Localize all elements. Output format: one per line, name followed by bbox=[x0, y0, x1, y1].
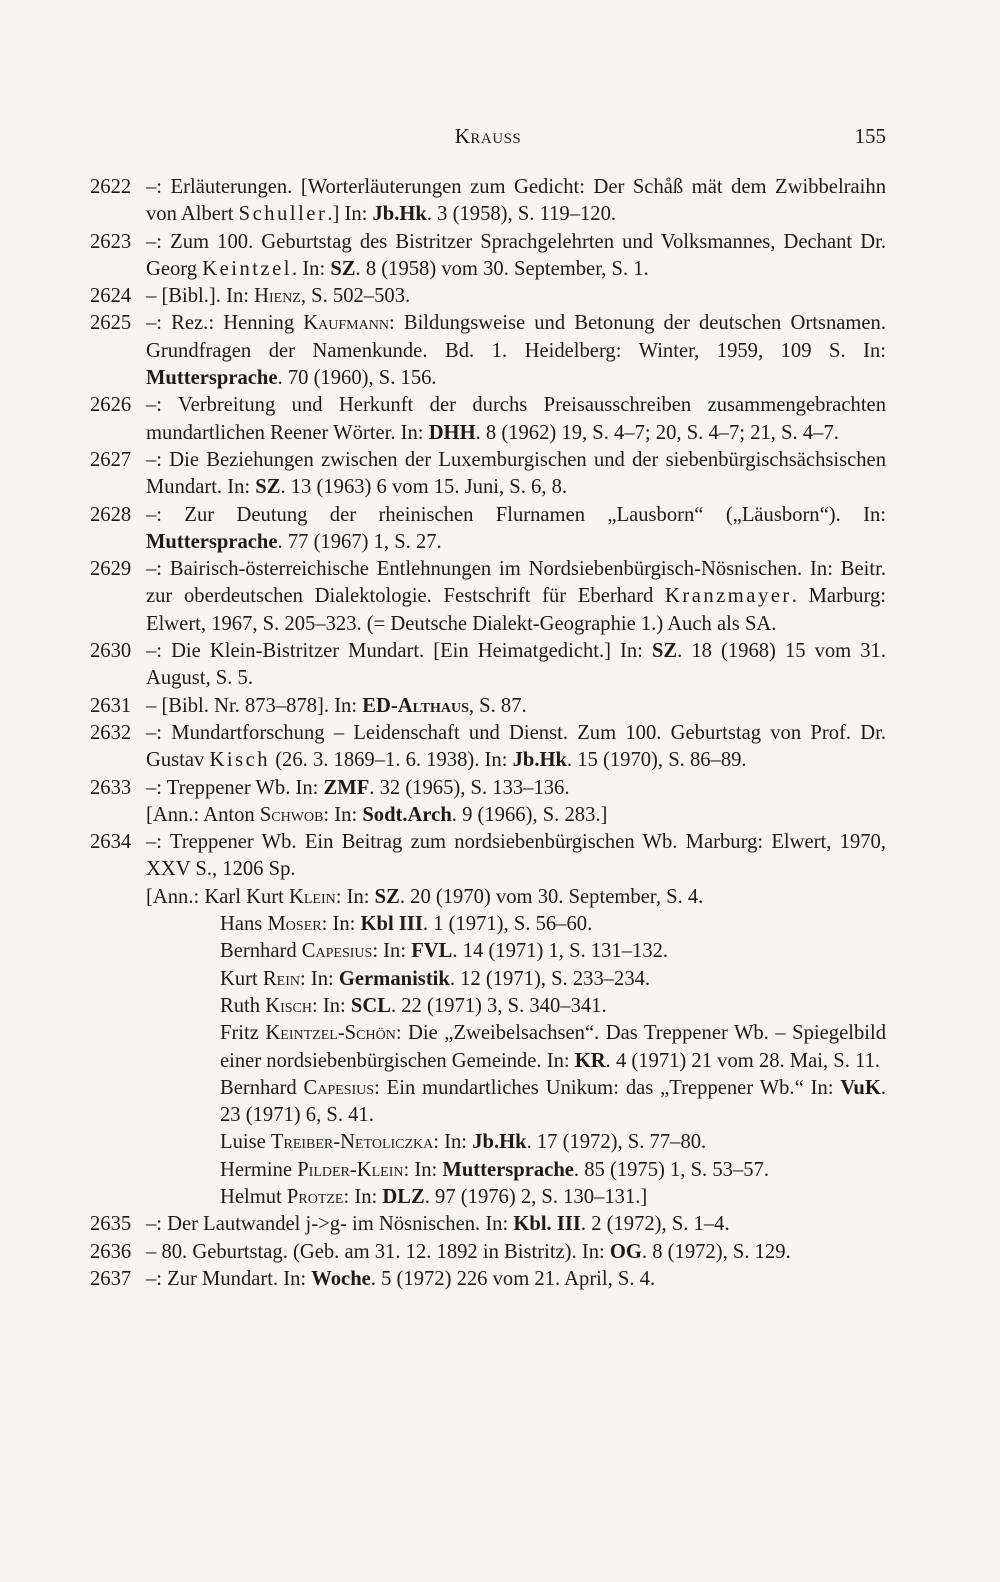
entry-text: [Ann.: Karl Kurt bbox=[146, 885, 289, 908]
author-name: Capesius bbox=[303, 1076, 375, 1099]
journal-abbrev: Woche bbox=[311, 1267, 371, 1290]
journal-abbrev: DHH bbox=[428, 421, 476, 444]
entry-text: Hans bbox=[220, 913, 268, 936]
entry-text: . 1 (1971), S. 56–60. bbox=[422, 913, 593, 936]
journal-abbrev: SZ bbox=[651, 640, 678, 663]
entry-text: – [Bibl.]. In: bbox=[146, 285, 255, 308]
entry-text: – 80. Geburtstag. (Geb. am 31. 12. 1892 in Bistritz). In: bbox=[146, 1240, 610, 1263]
entry-text: Luise bbox=[220, 1131, 271, 1154]
author-name: Klein bbox=[288, 885, 336, 908]
entry-text: . 15 (1970), S. 86–89. bbox=[566, 749, 747, 772]
entry-text: , S. 87. bbox=[468, 694, 527, 717]
review-list bbox=[146, 911, 886, 1211]
entry-text: Helmut bbox=[220, 1185, 287, 1208]
entry-number: 2622 bbox=[90, 176, 132, 198]
entry-text: : In: bbox=[343, 1185, 383, 1208]
journal-abbrev: Muttersprache bbox=[442, 1158, 574, 1181]
entry-text: –: Zur Mundart. In: bbox=[146, 1267, 312, 1290]
entry-2625 bbox=[90, 310, 886, 392]
entry-text: . 8 (1958) vom 30. September, S. 1. bbox=[355, 257, 649, 280]
page-header bbox=[90, 124, 886, 154]
journal-abbrev: OG bbox=[609, 1240, 642, 1263]
author-name: Pilder-Klein bbox=[297, 1158, 404, 1181]
bibliography-list bbox=[90, 174, 886, 1293]
entry-text: . 14 (1971) 1, S. 131–132. bbox=[452, 940, 669, 963]
journal-abbrev: Jb.Hk bbox=[372, 203, 427, 226]
journal-abbrev: Muttersprache bbox=[146, 530, 278, 553]
entry-text: Hermine bbox=[220, 1158, 298, 1181]
entry-number: 2625 bbox=[90, 312, 132, 335]
entry-text: Bernhard bbox=[220, 940, 302, 963]
entry-text: –: Zum 100. Geburtstag des Bistritzer Sprachgelehrten und Volksmannes, Dechant Dr. Georg bbox=[146, 230, 886, 280]
entry-2623 bbox=[90, 229, 886, 284]
journal-abbrev: Muttersprache bbox=[146, 367, 278, 390]
entry-text: . 13 (1963) 6 vom 15. Juni, S. 6, 8. bbox=[280, 476, 568, 499]
entry-text: Ruth bbox=[220, 994, 266, 1017]
author-name: Rein bbox=[262, 967, 300, 990]
journal-abbrev: ED-Althaus bbox=[362, 694, 469, 717]
entry-2626 bbox=[90, 392, 886, 447]
entry-text: Kurt bbox=[220, 967, 263, 990]
entry-text: . 3 (1958), S. 119–120. bbox=[426, 203, 617, 226]
journal-abbrev: KR bbox=[574, 1049, 606, 1072]
author-name: Kisch bbox=[265, 994, 312, 1017]
entry-text: –: Verbreitung und Herkunft der durchs Preisausschreiben zusammengebrachten mundartlichen Reener Wörter. In: bbox=[146, 394, 886, 444]
author-name: Moser bbox=[267, 913, 322, 936]
person-name: Kranzmayer bbox=[664, 585, 792, 608]
review-item bbox=[220, 938, 886, 965]
entry-text: . 8 (1962) 19, S. 4–7; 20, S. 4–7; 21, S. 4–7. bbox=[475, 421, 839, 444]
entry-text: . 97 (1976) 2, S. 130–131.] bbox=[424, 1185, 648, 1208]
entry-text: –: Erläuterungen. [Worterläuterungen zum Gedicht: Der Schåß mät dem Zwibbelraihn von Albert bbox=[146, 176, 886, 226]
entry-text: . 23 (1971) 6, S. 41. bbox=[220, 1076, 886, 1127]
journal-abbrev: Sodt.Arch bbox=[362, 803, 452, 826]
journal-abbrev: SZ bbox=[330, 257, 356, 280]
entry-text: . Marburg: Elwert, 1967, S. 205–323. (= Deutsche Dialekt-Geographie 1.) Auch als SA. bbox=[146, 585, 886, 635]
journal-abbrev: Jb.Hk bbox=[512, 749, 567, 772]
entry-text: –: Der Lautwandel j->g- im Nösnischen. In: bbox=[146, 1213, 514, 1236]
entry-text: . 8 (1972), S. 129. bbox=[641, 1240, 791, 1263]
author-name: Hienz bbox=[254, 285, 301, 308]
review-item bbox=[220, 1075, 886, 1130]
review-item bbox=[220, 1184, 886, 1211]
author-name: Schwob bbox=[259, 803, 324, 826]
entry-text: : In: bbox=[403, 1158, 443, 1181]
entry-text: : In: bbox=[335, 885, 375, 908]
entry-2630 bbox=[90, 638, 886, 693]
journal-abbrev: Jb.Hk bbox=[472, 1131, 527, 1154]
entry-text: : In: bbox=[321, 913, 361, 936]
entry-text: Fritz bbox=[220, 1022, 266, 1045]
review-item bbox=[220, 1020, 886, 1075]
entry-number: 2623 bbox=[90, 230, 132, 253]
entry-2631 bbox=[90, 693, 886, 720]
entry-text: . 20 (1970) vom 30. September, S. 4. bbox=[399, 885, 704, 908]
journal-abbrev: SZ bbox=[255, 476, 281, 499]
entry-number: 2627 bbox=[90, 448, 132, 471]
review-item bbox=[220, 966, 886, 993]
entry-number: 2631 bbox=[90, 694, 132, 717]
annotation bbox=[146, 802, 886, 829]
author-name: Kaufmann bbox=[303, 312, 389, 335]
entry-text: . 22 (1971) 3, S. 340–341. bbox=[390, 994, 607, 1017]
entry-text: .] In: bbox=[327, 203, 373, 226]
author-name: Keintzel-Schön bbox=[265, 1022, 396, 1045]
entry-2629 bbox=[90, 556, 886, 638]
entry-2634 bbox=[90, 829, 886, 1211]
entry-number: 2624 bbox=[90, 285, 132, 308]
journal-abbrev: DLZ bbox=[382, 1185, 425, 1208]
entry-text: –: Treppener Wb. In: bbox=[146, 776, 324, 799]
entry-text: – [Bibl. Nr. 873–878]. In: bbox=[146, 694, 363, 717]
entry-text: . 77 (1967) 1, S. 27. bbox=[277, 530, 442, 553]
entry-text: . 12 (1971), S. 233–234. bbox=[449, 967, 651, 990]
entry-text: Bernhard bbox=[220, 1076, 304, 1099]
author-name: Protze bbox=[286, 1185, 344, 1208]
entry-number: 2628 bbox=[90, 503, 132, 526]
entry-2637 bbox=[90, 1266, 886, 1293]
entry-text: . 85 (1975) 1, S. 53–57. bbox=[573, 1158, 769, 1181]
review-item bbox=[220, 1129, 886, 1156]
entry-2635 bbox=[90, 1211, 886, 1238]
entry-text: –: Bairisch-österreichische Entlehnungen im Nordsiebenbürgisch-Nösnischen. In: Beitr. zur oberdeutschen Dialektologie. Festschrift für Eberhard bbox=[146, 558, 886, 608]
journal-abbrev: Kbl III bbox=[360, 913, 423, 936]
journal-abbrev: SCL bbox=[350, 994, 391, 1017]
annotation bbox=[146, 884, 886, 911]
entry-text: . 9 (1966), S. 283.] bbox=[451, 803, 608, 826]
entry-number: 2636 bbox=[90, 1240, 132, 1263]
entry-text: –: Mundartforschung – Leidenschaft und Dienst. Zum 100. Geburtstag von Prof. Dr. Gustav bbox=[146, 721, 886, 772]
journal-abbrev: ZMF bbox=[323, 776, 370, 799]
entry-text: –: Treppener Wb. Ein Beitrag zum nordsiebenbürgischen Wb. Marburg: Elwert, 1970, XXV S., 1206 Sp. bbox=[146, 831, 886, 881]
entry-text: . 18 (1968) 15 vom 31. August, S. 5. bbox=[146, 640, 886, 690]
entry-number: 2633 bbox=[90, 776, 132, 799]
review-item bbox=[220, 1157, 886, 1184]
journal-abbrev: FVL bbox=[411, 940, 453, 963]
entry-2624 bbox=[90, 283, 886, 310]
entry-2633 bbox=[90, 775, 886, 830]
review-item bbox=[220, 911, 886, 938]
entry-2627 bbox=[90, 447, 886, 502]
running-title: Krauss bbox=[454, 124, 522, 148]
entry-text: (26. 3. 1869–1. 6. 1938). In: bbox=[270, 749, 513, 772]
entry-number: 2635 bbox=[90, 1213, 132, 1236]
entry-text: . In: bbox=[292, 257, 331, 280]
entry-text: –: Die Beziehungen zwischen der Luxemburgischen und der siebenbürgischsächsischen Mundart. In: bbox=[146, 448, 886, 499]
entry-text: , S. 502–503. bbox=[300, 285, 411, 308]
entry-text: . 4 (1971) 21 vom 28. Mai, S. 11. bbox=[605, 1049, 881, 1072]
author-name: Capesius bbox=[301, 940, 373, 963]
entry-text: . 32 (1965), S. 133–136. bbox=[369, 776, 570, 799]
journal-abbrev: Kbl. III bbox=[513, 1213, 581, 1236]
entry-2628 bbox=[90, 502, 886, 557]
entry-text: : In: bbox=[433, 1131, 473, 1154]
entry-text: : In: bbox=[299, 967, 339, 990]
entry-text: [Ann.: Anton bbox=[146, 803, 260, 826]
person-name: Kisch bbox=[209, 749, 271, 772]
entry-text: . 70 (1960), S. 156. bbox=[277, 367, 437, 390]
person-name: Keintzel bbox=[202, 257, 293, 280]
entry-text: –: Zur Deutung der rheinischen Flurnamen „Lausborn“ („Läusborn“). In: bbox=[146, 503, 886, 526]
entry-2636 bbox=[90, 1239, 886, 1266]
author-name: Treiber-Netoliczka bbox=[270, 1131, 434, 1154]
entry-2632 bbox=[90, 720, 886, 775]
entry-number: 2637 bbox=[90, 1267, 132, 1290]
entry-number: 2632 bbox=[90, 721, 132, 744]
entry-text: : Ein mundartliches Unikum: das „Treppener Wb.“ In: bbox=[374, 1076, 841, 1099]
person-name: Schuller bbox=[238, 203, 328, 226]
entry-text: : Bildungsweise und Betonung der deutschen Ortsnamen. Grundfragen der Namenkunde. Bd. 1. Heidelberg: Winter, 1959, 109 S. In: bbox=[146, 312, 886, 362]
entry-text: –: Rez.: Henning bbox=[146, 312, 304, 335]
page-number: 155 bbox=[854, 124, 886, 148]
entry-text: –: Die Klein-Bistritzer Mundart. [Ein Heimatgedicht.] In: bbox=[146, 640, 652, 663]
entry-text: : In: bbox=[323, 803, 363, 826]
entry-text: : Die „Zweibelsachsen“. Das Treppener Wb. – Spiegelbild einer nordsiebenbürgischen Gemeinde. In: bbox=[220, 1022, 886, 1072]
entry-number: 2629 bbox=[90, 558, 132, 581]
entry-number: 2634 bbox=[90, 831, 132, 854]
entry-number: 2630 bbox=[90, 640, 132, 663]
entry-text: . 2 (1972), S. 1–4. bbox=[580, 1213, 730, 1236]
entry-text: . 5 (1972) 226 vom 21. April, S. 4. bbox=[370, 1267, 656, 1290]
entry-text: . 17 (1972), S. 77–80. bbox=[526, 1131, 707, 1154]
entry-text: : In: bbox=[311, 994, 351, 1017]
entry-number: 2626 bbox=[90, 394, 132, 417]
entry-2622 bbox=[90, 174, 886, 229]
review-item bbox=[220, 993, 886, 1020]
entry-text: : In: bbox=[372, 940, 412, 963]
journal-abbrev: SZ bbox=[374, 885, 400, 908]
journal-abbrev: VuK bbox=[840, 1076, 881, 1099]
journal-abbrev: Germanistik bbox=[338, 967, 450, 990]
